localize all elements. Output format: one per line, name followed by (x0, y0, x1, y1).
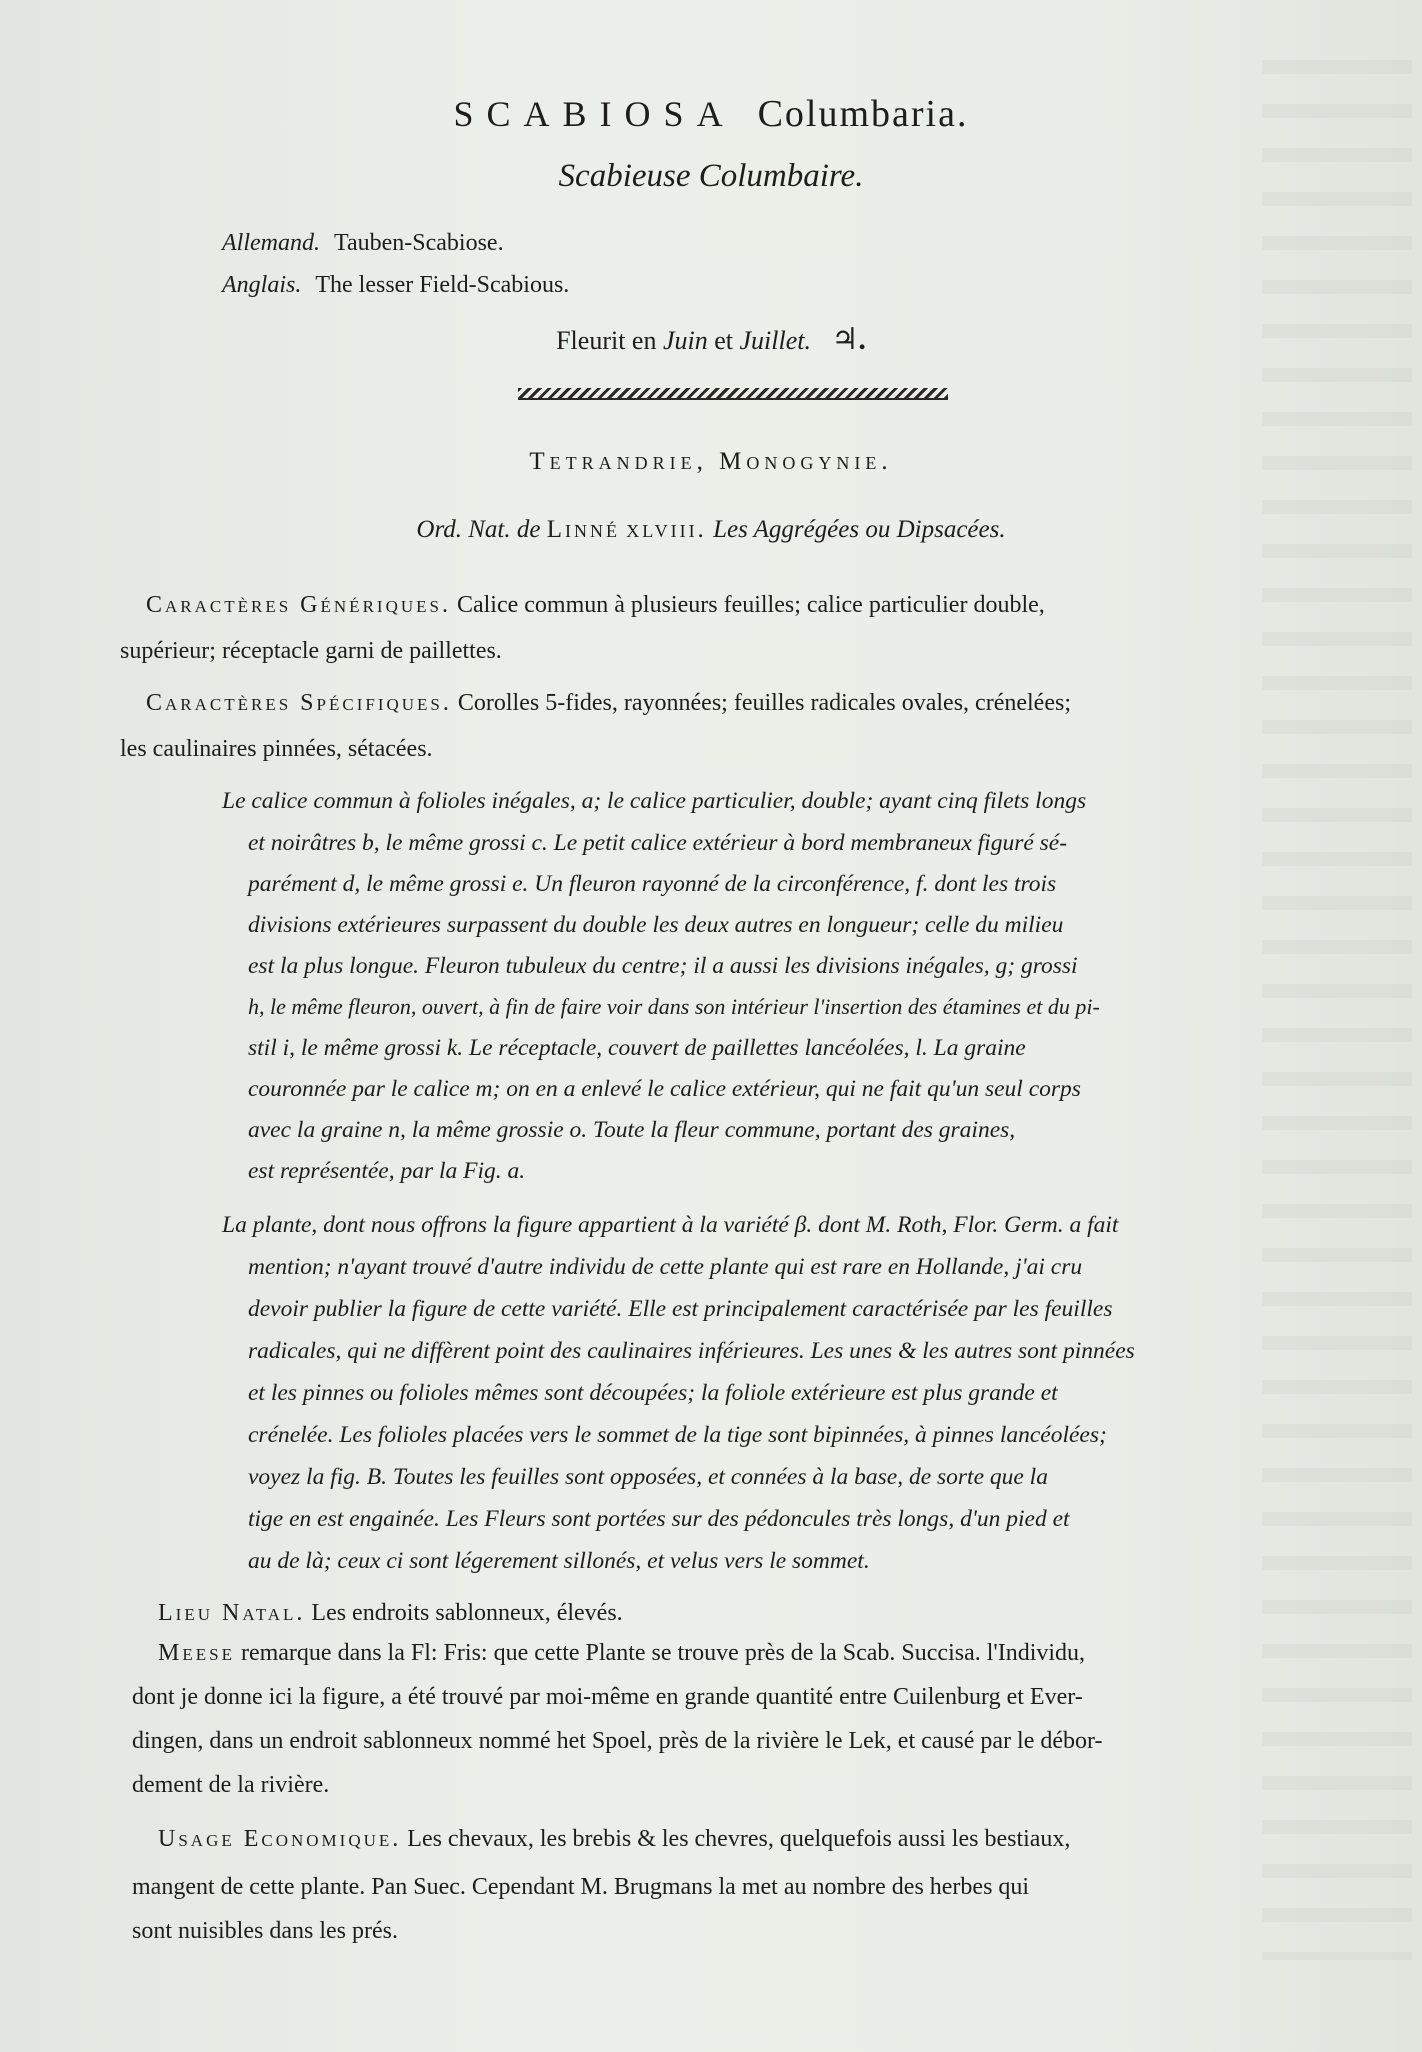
figure-description-line: et noirâtres b, le même grossi c. Le petit calice extérieur à bord membraneux figuré sé- (248, 830, 1068, 856)
figure-description-line: avec la graine n, la même grossie o. Toute la fleur commune, portant des graines, (248, 1117, 1016, 1143)
natural-order: Ord. Nat. de Linné xlviii. Les Aggrégées ou Dipsacées. (416, 516, 1006, 543)
specific-characters: Caractères Spécifiques. Corolles 5-fides, rayonnées; feuilles radicales ovales, crénelées; (146, 690, 1071, 716)
plant-note-line: La plante, dont nous offrons la figure appartient à la variété β. dont M. Roth, Flor. Germ. a fait (222, 1212, 1119, 1238)
genus-name: SCABIOSA (453, 94, 736, 134)
figure-description-line: parément d, le même grossi e. Un fleuron rayonné de la circonférence, f. dont les trois (248, 871, 1057, 897)
meese-remark-line: dement de la rivière. (132, 1772, 330, 1798)
generic-characters-cont: supérieur; réceptacle garni de paillettes. (120, 638, 502, 664)
figure-description-line: est représentée, par la Fig. a. (248, 1158, 526, 1184)
plant-note-line: mention; n'ayant trouvé d'autre individu de cette plante qui est rare en Hollande, j'ai cru (248, 1254, 1083, 1280)
vernacular-lang: Anglais. (222, 272, 302, 298)
figure-description-line: stil i, le même grossi k. Le réceptacle, couvert de paillettes lancéolées, l. La graine (248, 1035, 1026, 1061)
figure-description-line: h, le même fleuron, ouvert, à fin de faire voir dans son intérieur l'insertion des étamines et du pi- (248, 994, 1100, 1019)
plant-note-line: crénelée. Les folioles placées vers le sommet de la tige sont bipinnées, à pinnes lancéolées; (248, 1422, 1107, 1448)
perennial-symbol: ♃. (831, 323, 866, 356)
meese-remark-line: dingen, dans un endroit sablonneux nommé het Spoel, près de la rivière le Lek, et causé par le débor- (132, 1728, 1103, 1754)
plant-note-line: et les pinnes ou folioles mêmes sont découpées; la foliole extérieure est plus grande et (248, 1380, 1058, 1406)
plant-note-line: voyez la fig. B. Toutes les feuilles sont opposées, et connées à la base, de sorte que la (248, 1464, 1048, 1490)
vernacular-german (222, 230, 504, 257)
section-label: Caractères Spécifiques. (146, 690, 452, 716)
vernacular-name: Tauben-Scabiose. (333, 230, 504, 256)
page-title (0, 92, 1422, 136)
section-label: Usage Economique. (158, 1826, 402, 1852)
vernacular-name: The lesser Field-Scabious. (315, 272, 570, 298)
month-june: Juin (662, 326, 708, 355)
figure-description-line: est la plus longue. Fleuron tubuleux du centre; il a aussi les divisions inégales, g; grossi (248, 953, 1078, 979)
economic-use-line: mangent de cette plante. Pan Suec. Cependant M. Brugmans la met au nombre des herbes qui (132, 1874, 1030, 1900)
specific-characters-cont: les caulinaires pinnées, sétacées. (120, 736, 433, 762)
linnaean-class: Tetrandrie, Monogynie. (529, 448, 893, 475)
species-name: Columbaria. (757, 93, 969, 135)
author-name: Meese (158, 1640, 235, 1666)
economic-use: Usage Economique. Les chevaux, les brebis & les chevres, quelquefois aussi les bestiaux, (158, 1826, 1071, 1852)
plant-note-line: tige en est engainée. Les Fleurs sont portées sur des pédoncules très longs, d'un pied et (248, 1506, 1070, 1532)
generic-characters: Caractères Génériques. Calice commun à plusieurs feuilles; calice particulier double, (146, 592, 1045, 618)
native-habitat: Lieu Natal. Les endroits sablonneux, élevés. (158, 1600, 623, 1626)
meese-remark: Meese remarque dans la Fl: Fris: que cette Plante se trouve près de la Scab. Succisa. l'Individu, (158, 1640, 1086, 1666)
section-label: Lieu Natal. (158, 1600, 306, 1626)
plant-note-line: devoir publier la figure de cette variété. Elle est principalement caractérisée par les feuilles (248, 1296, 1113, 1322)
ornament-rule (518, 388, 948, 400)
plant-note-line: au de là; ceux ci sont légerement sillonés, et velus vers le sommet. (248, 1548, 870, 1574)
plant-note-line: radicales, qui ne diffèrent point des caulinaires inférieures. Les unes & les autres sont pinnées (248, 1338, 1135, 1364)
month-july: Juillet. (739, 326, 811, 355)
vernacular-english (222, 272, 569, 299)
figure-description-line: couronnée par le calice m; on en a enlevé le calice extérieur, qui ne fait qu'un seul corps (248, 1076, 1081, 1102)
section-label: Caractères Génériques. (146, 592, 451, 618)
french-name: Scabieuse Columbaire. (558, 158, 864, 194)
figure-description-line: divisions extérieures surpassent du double les deux autres en longueur; celle du milieu (248, 912, 1064, 938)
figure-description-line: Le calice commun à folioles inégales, a; le calice particulier, double; ayant cinq filets longs (222, 788, 1087, 814)
meese-remark-line: dont je donne ici la figure, a été trouvé par moi-même en grande quantité entre Cuilenburg et Ever- (132, 1684, 1083, 1710)
vernacular-lang: Allemand. (222, 230, 320, 256)
economic-use-line: sont nuisibles dans les prés. (132, 1918, 398, 1944)
flowering-time: Fleurit en Juin et Juillet. ♃. (556, 323, 866, 356)
